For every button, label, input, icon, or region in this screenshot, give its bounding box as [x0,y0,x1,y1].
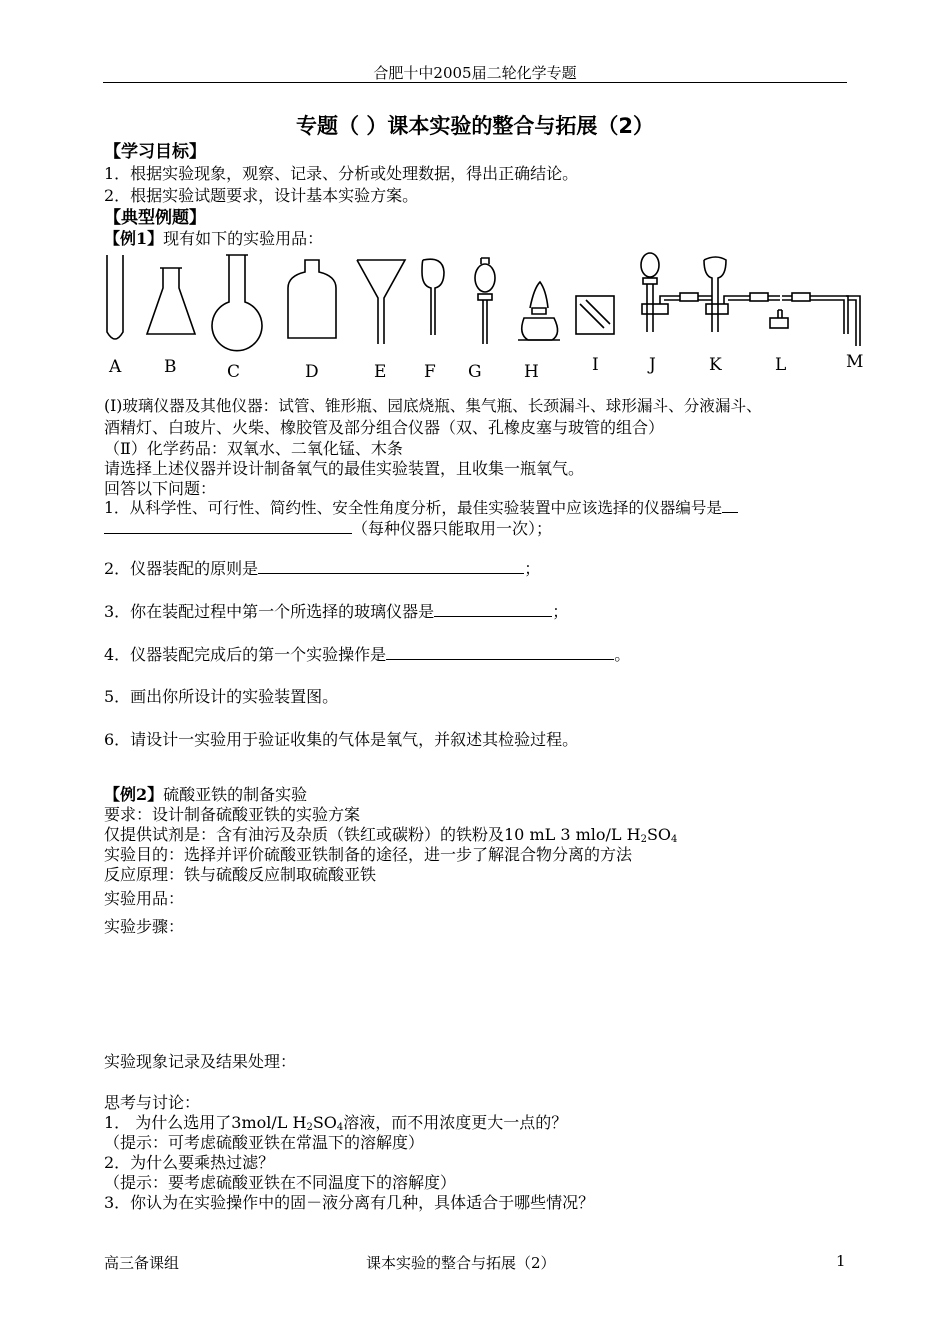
label-b: B [164,357,177,377]
footer-left: 高三备课组 [104,1254,180,1272]
label-m: M [846,352,864,372]
ex2-purpose: 实验目的：选择并评价硫酸亚铁制备的途径，进一步了解混合物分离的方法 [104,845,633,864]
question-6: 6．请设计一实验用于验证收集的气体是氧气，并叙述其检验过程。 [104,730,579,749]
ex2-materials: 实验用品： [104,889,185,908]
discussion-1: 1． 为什么选用了3mol/L $H_2SO_4$溶液，而不用浓度更大一点的？ [104,1113,568,1133]
ex1-line3: （Ⅱ）化学药品：双氧水、二氧化锰、木条 [104,439,403,458]
ex2-steps: 实验步骤： [104,917,185,936]
ex1-line1: (Ⅰ)玻璃仪器及其他仪器：试管、锥形瓶、园底烧瓶、集气瓶、长颈漏斗、球形漏斗、分液漏斗、 [104,397,762,415]
goal-item-2: 2．根据实验试题要求，设计基本实验方案。 [104,186,419,205]
test-tube-icon [107,255,123,339]
question-4: 4．仪器装配完成后的第一个实验操作是 。 [104,645,631,664]
label-g: G [468,362,482,382]
label-h: H [524,362,539,382]
label-d: D [305,362,319,382]
stopper-bulb-funnel-assembly-icon [704,257,780,332]
ex1-line4: 请选择上述仪器并设计制备氧气的最佳实验装置，且收集一瓶氧气。 [104,459,585,478]
apparatus-illustration [100,250,870,385]
footer-center: 课本实验的整合与拓展（2） [366,1254,556,1272]
answer-blank-3[interactable] [434,601,552,617]
discussion-3: 3．你认为在实验操作中的固－液分离有几种，具体适合于哪些情况？ [104,1193,595,1212]
page-header: 合肥十中2005届二轮化学专题 [373,64,577,82]
long-neck-funnel-icon [357,260,405,344]
goals-heading: 【学习目标】 [104,142,206,162]
question-5: 5．画出你所设计的实验装置图。 [104,687,339,706]
ex1-line2: 酒精灯、白玻片、火柴、橡胶管及部分组合仪器（双、孔橡皮塞与玻管的组合） [104,418,665,437]
separatory-funnel-icon [475,258,495,344]
page-title: 专题（ ）课本实验的整合与拓展（2） [296,114,654,138]
ex2-requirement: 要求：设计制备硫酸亚铁的实验方案 [104,805,361,824]
answer-blank-1a[interactable] [722,497,738,513]
discussion-2-hint: （提示：要考虑硫酸亚铁在不同温度下的溶解度） [104,1173,457,1192]
round-flask-icon [212,255,262,351]
page-number: 1 [836,1252,846,1270]
question-1: 1．从科学性、可行性、简约性、安全性角度分析，最佳实验装置中应该选择的仪器编号是 [104,496,738,518]
stopper-tube-assembly-icon [770,293,848,334]
answer-blank-2[interactable] [258,558,524,574]
label-e: E [374,362,387,382]
goal-item-1: 1．根据实验现象，观察、记录、分析或处理数据，得出正确结论。 [104,164,579,183]
label-l: L [775,355,787,375]
label-j: J [649,355,656,375]
label-a: A [109,357,122,377]
ex2-record: 实验现象记录及结果处理： [104,1052,297,1071]
question-2: 2．仪器装配的原则是 ； [104,559,541,578]
ex2-discussion: 思考与讨论： [104,1093,201,1112]
label-c: C [227,362,241,382]
question-3: 3．你在装配过程中第一个所选择的玻璃仪器是 ； [104,602,569,621]
ex1-line5: 回答以下问题： [104,479,217,498]
gas-bottle-icon [288,260,336,338]
answer-blank-4[interactable] [386,644,614,660]
example2-title: 【例2】硫酸亚铁的制备实验 [104,785,308,804]
conical-flask-icon [147,268,195,334]
label-k: K [709,355,722,375]
question-1-cont: （每种仪器只能取用一次）； [104,516,552,539]
header-rule [103,82,847,83]
label-i: I [592,355,599,375]
answer-blank-1b[interactable] [104,518,352,534]
stopper-separatory-assembly-icon [641,253,712,332]
example1-intro: 【例1】现有如下的实验用品： [104,229,324,248]
alcohol-lamp-icon [518,282,560,340]
ex2-reagents: 仅提供试剂是：含有油污及杂质（铁红或碳粉）的铁粉及10 mL 3 mlo/L $H_2SO_4$ [104,825,678,845]
ex2-principle: 反应原理：铁与硫酸反应制取硫酸亚铁 [104,865,377,884]
bulb-funnel-icon [422,259,444,335]
examples-heading: 【典型例题】 [104,208,206,228]
label-f: F [424,362,436,382]
discussion-1-hint: （提示：可考虑硫酸亚铁在常温下的溶解度） [104,1133,425,1152]
discussion-2: 2．为什么要乘热过滤？ [104,1153,275,1172]
glass-plate-icon [576,296,614,334]
